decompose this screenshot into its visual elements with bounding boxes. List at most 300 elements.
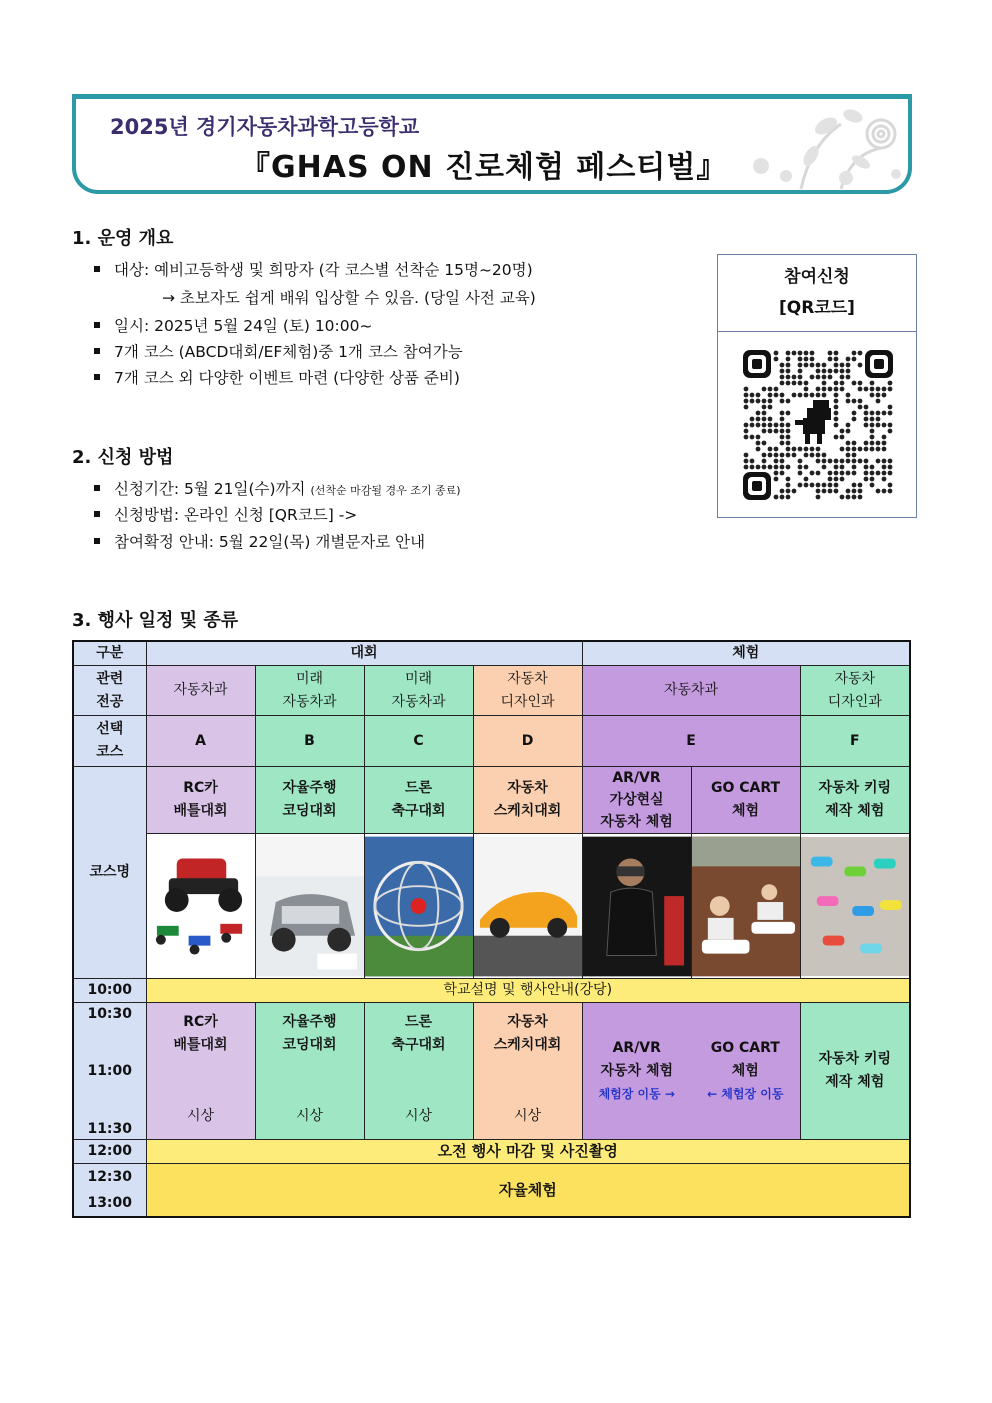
major-c-1: 미래 bbox=[404, 670, 433, 687]
contest-header: 대회 bbox=[146, 641, 582, 666]
qr-dot bbox=[786, 477, 791, 482]
qr-dot bbox=[882, 447, 887, 452]
qr-dot bbox=[798, 465, 803, 470]
qr-dot bbox=[744, 435, 749, 440]
qr-dot bbox=[858, 483, 863, 488]
qr-dot bbox=[792, 351, 797, 356]
qr-dot bbox=[840, 375, 845, 380]
name-e1 bbox=[582, 767, 691, 834]
qr-dot bbox=[834, 405, 839, 410]
section3-heading: 3. 행사 일정 및 종류 bbox=[72, 610, 239, 631]
sched-c-award: 시상 bbox=[404, 1108, 433, 1124]
qr-dot bbox=[876, 441, 881, 446]
photo-vr-experience bbox=[582, 834, 691, 979]
qr-dot bbox=[834, 387, 839, 392]
qr-dot bbox=[888, 465, 893, 470]
section1-item-courses: 7개 코스 (ABCD대회/EF체험)중 1개 코스 참여가능 bbox=[92, 340, 463, 362]
qr-dot bbox=[804, 477, 809, 482]
qr-dot bbox=[846, 369, 851, 374]
course-label-2: 코스 bbox=[96, 744, 124, 760]
qr-dot bbox=[852, 351, 857, 356]
qr-dot bbox=[852, 489, 857, 494]
qr-dot bbox=[774, 423, 779, 428]
qr-dot bbox=[828, 483, 833, 488]
sched-b-1: 자율주행 bbox=[282, 1014, 337, 1030]
qr-dot bbox=[888, 411, 893, 416]
qr-dot bbox=[864, 423, 869, 428]
sched-e-right-2: 체험 bbox=[731, 1062, 759, 1079]
qr-dot bbox=[822, 363, 827, 368]
qr-dot bbox=[858, 459, 863, 464]
qr-dot bbox=[882, 459, 887, 464]
qr-dot bbox=[876, 417, 881, 422]
photo-autonomous-car bbox=[255, 834, 364, 979]
qr-dot bbox=[840, 363, 845, 368]
sched-d-2: 스케치대회 bbox=[493, 1037, 562, 1053]
qr-dot bbox=[870, 471, 875, 476]
qr-dot bbox=[888, 405, 893, 410]
qr-dot bbox=[840, 447, 845, 452]
qr-dot bbox=[780, 453, 785, 458]
name-f-2: 제작 체험 bbox=[825, 803, 885, 819]
qr-dot bbox=[768, 429, 773, 434]
time-1300: 13:00 bbox=[87, 1195, 133, 1211]
major-f-1: 자동차 bbox=[834, 670, 876, 687]
section1-item-events: 7개 코스 외 다양한 이벤트 마련 (다양한 상품 준비) bbox=[92, 366, 460, 388]
qr-dot bbox=[804, 381, 809, 386]
qr-dot bbox=[798, 369, 803, 374]
qr-dot bbox=[786, 363, 791, 368]
sched-b-award: 시상 bbox=[295, 1108, 324, 1124]
qr-dot bbox=[828, 375, 833, 380]
qr-dot bbox=[786, 495, 791, 500]
major-label-1: 관련 bbox=[96, 670, 124, 687]
qr-dot bbox=[762, 417, 767, 422]
qr-dot bbox=[786, 351, 791, 356]
photo-drone-ball bbox=[364, 834, 473, 979]
qr-dot bbox=[828, 477, 833, 482]
qr-dot bbox=[756, 411, 761, 416]
qr-dot bbox=[834, 483, 839, 488]
qr-dot bbox=[798, 375, 803, 380]
qr-dot bbox=[834, 477, 839, 482]
qr-dot bbox=[762, 399, 767, 404]
qr-dot bbox=[840, 465, 845, 470]
qr-dot bbox=[834, 411, 839, 416]
qr-dot bbox=[852, 471, 857, 476]
qr-dot bbox=[870, 393, 875, 398]
qr-dot bbox=[834, 435, 839, 440]
time-1200: 12:00 bbox=[73, 1140, 146, 1164]
sched-d bbox=[473, 1003, 582, 1140]
qr-dot bbox=[864, 459, 869, 464]
section1-item-note: → 초보자도 쉽게 배워 입상할 수 있음. (당일 사전 교육) bbox=[162, 289, 536, 307]
qr-dot bbox=[834, 369, 839, 374]
qr-dot bbox=[762, 429, 767, 434]
sched-b-2: 코딩대회 bbox=[282, 1037, 337, 1053]
qr-dot bbox=[870, 447, 875, 452]
qr-dot bbox=[786, 369, 791, 374]
qr-dot bbox=[762, 387, 767, 392]
photo-sports-car-model bbox=[473, 834, 582, 979]
drone-ball-icon bbox=[365, 836, 473, 977]
major-f-2: 디자인과 bbox=[827, 693, 882, 710]
qr-dot bbox=[792, 489, 797, 494]
qr-dot bbox=[786, 429, 791, 434]
qr-dot bbox=[750, 435, 755, 440]
qr-dot bbox=[762, 411, 767, 416]
qr-box bbox=[717, 254, 917, 518]
major-c bbox=[364, 666, 473, 716]
sched-a bbox=[146, 1003, 255, 1140]
qr-dot bbox=[786, 357, 791, 362]
qr-dot bbox=[864, 447, 869, 452]
banner-title: 『GHAS ON 진로체험 페스티벌』 bbox=[240, 150, 728, 185]
qr-dot bbox=[816, 483, 821, 488]
qr-dot bbox=[834, 399, 839, 404]
qr-dot bbox=[858, 381, 863, 386]
qr-dot bbox=[756, 423, 761, 428]
course-name-label: 코스명 bbox=[73, 767, 146, 979]
rc-car-icon bbox=[147, 836, 255, 977]
qr-dot bbox=[786, 483, 791, 488]
qr-dot bbox=[822, 465, 827, 470]
qr-dot bbox=[846, 423, 851, 428]
name-b-1: 자율주행 bbox=[282, 780, 337, 796]
qr-dot bbox=[858, 363, 863, 368]
qr-dot bbox=[858, 495, 863, 500]
qr-dot bbox=[786, 465, 791, 470]
qr-dot bbox=[768, 465, 773, 470]
qr-dot bbox=[750, 465, 755, 470]
qr-dot bbox=[888, 489, 893, 494]
qr-dot bbox=[768, 423, 773, 428]
qr-dot bbox=[846, 441, 851, 446]
qr-dot bbox=[858, 489, 863, 494]
qr-dot bbox=[870, 483, 875, 488]
qr-dot bbox=[840, 471, 845, 476]
major-a: 자동차과 bbox=[146, 666, 255, 716]
qr-dot bbox=[876, 423, 881, 428]
qr-dot bbox=[780, 495, 785, 500]
autonomous-car-icon bbox=[256, 836, 364, 977]
qr-dot bbox=[882, 411, 887, 416]
qr-dot bbox=[840, 459, 845, 464]
qr-dot bbox=[834, 471, 839, 476]
qr-dot bbox=[828, 369, 833, 374]
qr-dot bbox=[876, 411, 881, 416]
name-a-2: 배틀대회 bbox=[173, 803, 228, 819]
course-label bbox=[73, 716, 146, 767]
qr-dot bbox=[810, 351, 815, 356]
qr-dot bbox=[870, 411, 875, 416]
qr-dot bbox=[768, 453, 773, 458]
qr-dot bbox=[864, 411, 869, 416]
qr-dot bbox=[822, 459, 827, 464]
qr-dot bbox=[870, 387, 875, 392]
course-c: C bbox=[364, 716, 473, 767]
time-block bbox=[73, 1003, 146, 1140]
qr-dot bbox=[768, 393, 773, 398]
qr-dot bbox=[786, 489, 791, 494]
qr-dot bbox=[804, 453, 809, 458]
experience-header: 체험 bbox=[582, 641, 910, 666]
qr-dot bbox=[876, 459, 881, 464]
qr-dot bbox=[768, 417, 773, 422]
qr-dot bbox=[786, 435, 791, 440]
qr-dot bbox=[852, 495, 857, 500]
qr-code-icon[interactable] bbox=[743, 350, 893, 500]
course-b: B bbox=[255, 716, 364, 767]
qr-dot bbox=[846, 447, 851, 452]
sched-f bbox=[800, 1003, 910, 1140]
qr-dot bbox=[744, 393, 749, 398]
qr-dot bbox=[846, 489, 851, 494]
time-afternoon bbox=[73, 1164, 146, 1218]
qr-dot bbox=[798, 357, 803, 362]
qr-dot bbox=[756, 393, 761, 398]
qr-dot bbox=[774, 495, 779, 500]
qr-dot bbox=[762, 453, 767, 458]
section2-item-method: 신청방법: 온라인 신청 [QR코드] -> bbox=[92, 503, 357, 525]
section2-heading: 2. 신청 방법 bbox=[72, 447, 174, 468]
qr-dot bbox=[840, 387, 845, 392]
qr-dot bbox=[870, 381, 875, 386]
sched-e-left bbox=[582, 1003, 691, 1140]
sched-b bbox=[255, 1003, 364, 1140]
qr-dot bbox=[816, 453, 821, 458]
qr-dot bbox=[834, 459, 839, 464]
sched-a-1: RC카 bbox=[183, 1014, 218, 1030]
qr-dot bbox=[846, 471, 851, 476]
major-d bbox=[473, 666, 582, 716]
qr-dot bbox=[840, 495, 845, 500]
major-b bbox=[255, 666, 364, 716]
row-1200-closing: 오전 행사 마감 및 사진촬영 bbox=[146, 1140, 910, 1164]
qr-dot bbox=[828, 357, 833, 362]
qr-dot bbox=[780, 435, 785, 440]
sched-e-left-2: 자동차 체험 bbox=[600, 1062, 673, 1079]
qr-dot bbox=[888, 381, 893, 386]
qr-dot bbox=[882, 489, 887, 494]
qr-dot bbox=[822, 483, 827, 488]
qr-dot bbox=[780, 471, 785, 476]
qr-dot bbox=[816, 495, 821, 500]
qr-dot bbox=[816, 393, 821, 398]
qr-dot bbox=[870, 441, 875, 446]
qr-dot bbox=[852, 357, 857, 362]
qr-dot bbox=[882, 387, 887, 392]
qr-dot bbox=[822, 393, 827, 398]
qr-dot bbox=[774, 471, 779, 476]
qr-dot bbox=[786, 375, 791, 380]
qr-dot bbox=[810, 375, 815, 380]
qr-dot bbox=[864, 465, 869, 470]
sched-d-1: 자동차 bbox=[507, 1014, 548, 1030]
qr-dot bbox=[768, 447, 773, 452]
qr-dot bbox=[762, 465, 767, 470]
qr-dot bbox=[816, 459, 821, 464]
sched-e-right-3: ← 체험장 이동 bbox=[707, 1086, 784, 1101]
qr-dot bbox=[774, 477, 779, 482]
qr-dot bbox=[810, 471, 815, 476]
qr-dot bbox=[774, 453, 779, 458]
qr-label-line2: [QR코드] bbox=[779, 298, 855, 318]
qr-dot bbox=[750, 459, 755, 464]
qr-dot bbox=[858, 399, 863, 404]
qr-dot bbox=[744, 459, 749, 464]
keyring-icon bbox=[801, 836, 910, 977]
qr-dot bbox=[750, 393, 755, 398]
qr-dot bbox=[750, 399, 755, 404]
qr-dot bbox=[864, 477, 869, 482]
qr-dot bbox=[828, 459, 833, 464]
qr-dot bbox=[822, 369, 827, 374]
qr-dot bbox=[846, 453, 851, 458]
name-e1-1: AR/VR bbox=[612, 770, 661, 786]
qr-label-line1: 참여신청 bbox=[784, 267, 850, 287]
qr-dot bbox=[780, 369, 785, 374]
qr-dot bbox=[852, 411, 857, 416]
qr-dot bbox=[774, 387, 779, 392]
course-a: A bbox=[146, 716, 255, 767]
qr-dot bbox=[834, 423, 839, 428]
qr-dot bbox=[762, 405, 767, 410]
qr-dot bbox=[852, 483, 857, 488]
major-f bbox=[800, 666, 910, 716]
qr-dot bbox=[852, 459, 857, 464]
qr-dot bbox=[822, 453, 827, 458]
name-e1-3: 자동차 체험 bbox=[600, 814, 673, 830]
qr-dot bbox=[786, 447, 791, 452]
qr-dot bbox=[882, 471, 887, 476]
name-b-2: 코딩대회 bbox=[282, 803, 337, 819]
name-c-1: 드론 bbox=[404, 780, 433, 796]
photo-go-cart bbox=[691, 834, 800, 979]
qr-dot bbox=[804, 351, 809, 356]
floral-decoration-icon bbox=[741, 104, 906, 192]
qr-dot bbox=[846, 357, 851, 362]
sched-d-award: 시상 bbox=[513, 1108, 542, 1124]
qr-dot bbox=[798, 447, 803, 452]
qr-dot bbox=[756, 435, 761, 440]
qr-dot bbox=[852, 381, 857, 386]
qr-dot bbox=[744, 399, 749, 404]
qr-dot bbox=[888, 423, 893, 428]
qr-dot bbox=[882, 423, 887, 428]
qr-dot bbox=[834, 357, 839, 362]
sched-a-award: 시상 bbox=[186, 1108, 215, 1124]
qr-dot bbox=[864, 405, 869, 410]
sports-car-icon bbox=[474, 836, 582, 977]
qr-dot bbox=[780, 363, 785, 368]
qr-dot bbox=[750, 423, 755, 428]
qr-dot bbox=[756, 465, 761, 470]
time-1000: 10:00 bbox=[73, 979, 146, 1003]
photo-rc-car bbox=[146, 834, 255, 979]
row-1230-free-experience: 자율체험 bbox=[146, 1164, 910, 1218]
major-d-2: 디자인과 bbox=[500, 693, 555, 710]
time-1130: 11:30 bbox=[87, 1121, 133, 1137]
banner-subtitle: 2025년 경기자동차과학고등학교 bbox=[110, 115, 420, 139]
qr-dot bbox=[744, 465, 749, 470]
qr-dot bbox=[840, 369, 845, 374]
name-d-2: 스케치대회 bbox=[493, 803, 562, 819]
qr-dot bbox=[834, 351, 839, 356]
qr-dot bbox=[858, 447, 863, 452]
qr-dot bbox=[786, 423, 791, 428]
qr-dot bbox=[750, 417, 755, 422]
qr-dot bbox=[768, 399, 773, 404]
major-c-2: 자동차과 bbox=[391, 693, 446, 710]
qr-dot bbox=[780, 375, 785, 380]
time-1100: 11:00 bbox=[87, 1063, 133, 1079]
qr-dot bbox=[804, 465, 809, 470]
qr-dot bbox=[852, 399, 857, 404]
qr-dot bbox=[888, 387, 893, 392]
qr-dot bbox=[828, 471, 833, 476]
qr-dot bbox=[876, 447, 881, 452]
qr-dot bbox=[882, 477, 887, 482]
qr-dot bbox=[846, 375, 851, 380]
qr-dot bbox=[876, 471, 881, 476]
name-d bbox=[473, 767, 582, 834]
qr-dot bbox=[780, 465, 785, 470]
photo-keyrings bbox=[800, 834, 910, 979]
major-label-2: 전공 bbox=[96, 693, 124, 710]
qr-dot bbox=[816, 387, 821, 392]
qr-dot bbox=[810, 393, 815, 398]
qr-dot bbox=[768, 387, 773, 392]
qr-dot bbox=[780, 489, 785, 494]
qr-dot bbox=[822, 387, 827, 392]
qr-dot bbox=[876, 393, 881, 398]
qr-dot bbox=[762, 423, 767, 428]
qr-dot bbox=[834, 489, 839, 494]
qr-dot bbox=[798, 363, 803, 368]
sched-f-2: 제작 체험 bbox=[825, 1074, 885, 1090]
qr-dot bbox=[780, 423, 785, 428]
qr-dot bbox=[798, 381, 803, 386]
qr-dot bbox=[792, 381, 797, 386]
qr-dot bbox=[798, 351, 803, 356]
qr-dot bbox=[774, 465, 779, 470]
qr-dot bbox=[786, 399, 791, 404]
qr-dot bbox=[858, 405, 863, 410]
period-text: 신청기간: 5월 21일(수)까지 bbox=[114, 480, 306, 498]
qr-dot bbox=[780, 441, 785, 446]
qr-dot bbox=[882, 435, 887, 440]
qr-dot bbox=[882, 441, 887, 446]
qr-dot bbox=[870, 477, 875, 482]
qr-dot bbox=[870, 429, 875, 434]
qr-dot bbox=[756, 399, 761, 404]
qr-dot bbox=[870, 417, 875, 422]
name-f-1: 자동차 키링 bbox=[818, 780, 891, 796]
go-cart-icon bbox=[692, 836, 800, 977]
qr-dot bbox=[744, 429, 749, 434]
qr-dot bbox=[780, 411, 785, 416]
qr-dot bbox=[780, 417, 785, 422]
course-e: E bbox=[582, 716, 800, 767]
gubun-cell: 구분 bbox=[73, 641, 146, 666]
qr-dot bbox=[816, 489, 821, 494]
qr-dot bbox=[846, 393, 851, 398]
qr-dot bbox=[876, 489, 881, 494]
qr-dot bbox=[786, 411, 791, 416]
qr-dot bbox=[816, 447, 821, 452]
sched-c-1: 드론 bbox=[404, 1014, 433, 1030]
